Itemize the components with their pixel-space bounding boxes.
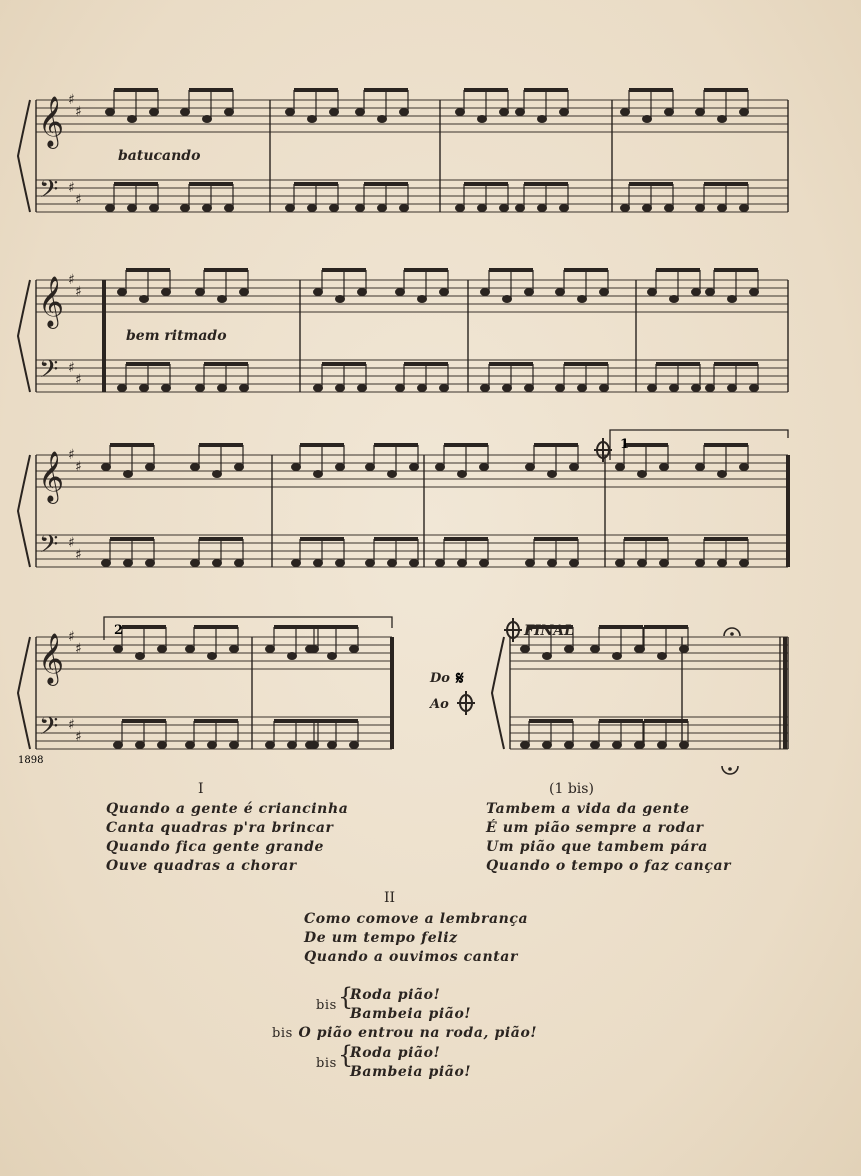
note-head bbox=[118, 385, 127, 392]
brace-icon: { bbox=[338, 983, 354, 1011]
note-head bbox=[750, 289, 759, 296]
brace-icon: { bbox=[338, 1041, 354, 1069]
note-head bbox=[665, 109, 674, 116]
note-head bbox=[740, 464, 749, 471]
treble-clef-icon: 𝄞 bbox=[38, 451, 65, 502]
note-head bbox=[718, 205, 727, 212]
note-head bbox=[328, 742, 337, 749]
system-brace bbox=[18, 637, 30, 749]
note-head bbox=[616, 464, 625, 471]
sharp-icon: ♯ bbox=[75, 641, 82, 657]
note-head bbox=[292, 560, 301, 567]
verse-line: Quando a ouvimos cantar bbox=[304, 949, 518, 965]
note-head bbox=[658, 742, 667, 749]
note-head bbox=[692, 385, 701, 392]
note-head bbox=[481, 385, 490, 392]
note-head bbox=[350, 742, 359, 749]
refrain-line: Bambeia pião! bbox=[350, 1006, 472, 1022]
refrain-line: Bambeia pião! bbox=[350, 1064, 472, 1080]
sharp-icon: ♯ bbox=[75, 284, 82, 300]
note-head bbox=[240, 289, 249, 296]
note-head bbox=[288, 742, 297, 749]
note-head bbox=[158, 742, 167, 749]
sharp-icon: ♯ bbox=[68, 535, 75, 551]
note-head bbox=[358, 289, 367, 296]
note-head bbox=[565, 742, 574, 749]
verse-line: Quando a gente é criancinha bbox=[106, 801, 349, 817]
bis-label: bis bbox=[316, 998, 337, 1013]
note-head bbox=[481, 289, 490, 296]
note-head bbox=[638, 471, 647, 478]
note-head bbox=[456, 205, 465, 212]
fermata-dot bbox=[728, 767, 732, 771]
note-head bbox=[418, 296, 427, 303]
note-head bbox=[543, 653, 552, 660]
note-head bbox=[436, 560, 445, 567]
note-head bbox=[378, 116, 387, 123]
note-head bbox=[162, 289, 171, 296]
note-head bbox=[556, 289, 565, 296]
bis-label: bis bbox=[272, 1026, 293, 1041]
verse-2 bbox=[304, 910, 528, 967]
verse-line: Quando fica gente grande bbox=[106, 839, 325, 855]
note-head bbox=[706, 289, 715, 296]
verse-line: Um pião que tambem pára bbox=[486, 839, 708, 855]
note-head bbox=[621, 205, 630, 212]
note-head bbox=[660, 560, 669, 567]
sharp-icon: ♯ bbox=[75, 459, 82, 475]
bass-clef-icon: 𝄢 bbox=[39, 530, 59, 565]
note-head bbox=[102, 464, 111, 471]
expression-batucando: batucando bbox=[118, 148, 201, 164]
note-head bbox=[740, 560, 749, 567]
note-head bbox=[208, 653, 217, 660]
note-head bbox=[718, 471, 727, 478]
refrain-group-1 bbox=[316, 983, 472, 1024]
expression-bem-ritmado: bem ritmado bbox=[126, 328, 227, 344]
note-head bbox=[728, 385, 737, 392]
staff-lines bbox=[36, 100, 788, 749]
system-brace bbox=[492, 637, 504, 749]
note-head bbox=[106, 205, 115, 212]
note-head bbox=[478, 116, 487, 123]
coda-icon bbox=[457, 691, 475, 715]
volta-2-number: 2 bbox=[114, 623, 124, 638]
verse-line: Ouve quadras a chorar bbox=[106, 858, 297, 874]
note-head bbox=[266, 646, 275, 653]
note-head bbox=[718, 560, 727, 567]
note-head bbox=[150, 205, 159, 212]
note-head bbox=[140, 296, 149, 303]
sharp-icon: ♯ bbox=[68, 447, 75, 463]
note-head bbox=[288, 653, 297, 660]
system-brace bbox=[18, 455, 30, 567]
note-head bbox=[306, 646, 315, 653]
bass-clef-icon: 𝄢 bbox=[39, 175, 59, 210]
final-label: FINAL bbox=[524, 623, 574, 639]
note-head bbox=[458, 560, 467, 567]
verse-line: De um tempo feliz bbox=[304, 930, 458, 946]
note-head bbox=[114, 742, 123, 749]
note-head bbox=[124, 560, 133, 567]
note-head bbox=[114, 646, 123, 653]
note-head bbox=[336, 385, 345, 392]
note-head bbox=[330, 109, 339, 116]
note-head bbox=[314, 560, 323, 567]
note-head bbox=[696, 464, 705, 471]
note-head bbox=[658, 653, 667, 660]
note-head bbox=[366, 560, 375, 567]
sharp-icon: ♯ bbox=[68, 717, 75, 733]
note-head bbox=[740, 109, 749, 116]
refrain-line: Roda pião! bbox=[350, 1045, 441, 1061]
note-head bbox=[728, 296, 737, 303]
note-head bbox=[613, 742, 622, 749]
note-head bbox=[124, 471, 133, 478]
note-head bbox=[565, 646, 574, 653]
note-head bbox=[613, 653, 622, 660]
note-head bbox=[591, 742, 600, 749]
note-head bbox=[336, 464, 345, 471]
clefs bbox=[38, 92, 82, 747]
sharp-icon: ♯ bbox=[68, 180, 75, 196]
note-head bbox=[230, 646, 239, 653]
note-head bbox=[578, 385, 587, 392]
note-head bbox=[191, 464, 200, 471]
note-head bbox=[525, 385, 534, 392]
sharp-icon: ♯ bbox=[68, 92, 75, 108]
note-head bbox=[500, 205, 509, 212]
verse-line: Tambem a vida da gente bbox=[486, 801, 690, 817]
volta-1-number: 1 bbox=[620, 437, 630, 452]
note-head bbox=[636, 646, 645, 653]
note-head bbox=[350, 646, 359, 653]
verse-1-heading: I bbox=[198, 781, 204, 797]
note-head bbox=[336, 560, 345, 567]
note-head bbox=[240, 385, 249, 392]
verse-line: Quando o tempo o faz cançar bbox=[486, 858, 732, 874]
note-head bbox=[538, 116, 547, 123]
note-head bbox=[680, 742, 689, 749]
note-head bbox=[336, 296, 345, 303]
note-head bbox=[203, 116, 212, 123]
verse-1bis-heading: (1 bis) bbox=[549, 781, 594, 797]
note-head bbox=[526, 464, 535, 471]
verse-line: Como comove a lembrança bbox=[304, 911, 529, 927]
note-head bbox=[638, 560, 647, 567]
verse-line: É um pião sempre a rodar bbox=[486, 820, 704, 836]
note-head bbox=[503, 296, 512, 303]
note-head bbox=[235, 464, 244, 471]
note-head bbox=[388, 560, 397, 567]
note-head bbox=[136, 742, 145, 749]
note-head bbox=[458, 471, 467, 478]
sharp-icon: ♯ bbox=[68, 272, 75, 288]
note-head bbox=[696, 109, 705, 116]
note-head bbox=[366, 464, 375, 471]
note-head bbox=[225, 109, 234, 116]
note-head bbox=[306, 742, 315, 749]
note-head bbox=[140, 385, 149, 392]
note-head bbox=[418, 385, 427, 392]
note-head bbox=[396, 289, 405, 296]
note-head bbox=[396, 385, 405, 392]
note-head bbox=[503, 385, 512, 392]
sharp-icon: ♯ bbox=[68, 360, 75, 376]
treble-clef-icon: 𝄞 bbox=[38, 96, 65, 147]
refrain-group-2 bbox=[316, 1041, 472, 1082]
note-head bbox=[591, 646, 600, 653]
note-head bbox=[648, 289, 657, 296]
note-head bbox=[286, 109, 295, 116]
note-head bbox=[548, 471, 557, 478]
segno-icon: 𝄋 bbox=[456, 668, 464, 689]
note-head bbox=[358, 385, 367, 392]
bass-clef-icon: 𝄢 bbox=[39, 355, 59, 390]
note-head bbox=[560, 109, 569, 116]
plate-number: 1898 bbox=[18, 755, 44, 766]
note-head bbox=[440, 289, 449, 296]
note-head bbox=[225, 205, 234, 212]
note-head bbox=[158, 646, 167, 653]
note-head bbox=[400, 205, 409, 212]
sharp-icon: ♯ bbox=[68, 629, 75, 645]
note-head bbox=[191, 560, 200, 567]
note-head bbox=[196, 385, 205, 392]
refrain-single bbox=[272, 1024, 537, 1043]
note-head bbox=[670, 385, 679, 392]
note-head bbox=[560, 205, 569, 212]
note-head bbox=[266, 742, 275, 749]
note-head bbox=[480, 464, 489, 471]
verse-1 bbox=[106, 800, 348, 876]
note-head bbox=[478, 205, 487, 212]
refrain-line: O pião entrou na roda, pião! bbox=[298, 1025, 538, 1041]
note-head bbox=[516, 109, 525, 116]
note-head bbox=[308, 205, 317, 212]
note-head bbox=[410, 464, 419, 471]
note-head bbox=[218, 296, 227, 303]
note-head bbox=[660, 464, 669, 471]
coda-icon bbox=[504, 618, 522, 642]
note-head bbox=[314, 289, 323, 296]
note-head bbox=[378, 205, 387, 212]
note-head bbox=[570, 464, 579, 471]
note-head bbox=[186, 742, 195, 749]
note-head bbox=[543, 742, 552, 749]
bis-label: bis bbox=[316, 1056, 337, 1071]
note-head bbox=[146, 464, 155, 471]
system-brace bbox=[18, 100, 30, 212]
note-head bbox=[286, 205, 295, 212]
note-head bbox=[181, 205, 190, 212]
note-head bbox=[218, 385, 227, 392]
al-coda-label: Ao bbox=[430, 697, 449, 712]
note-head bbox=[213, 471, 222, 478]
sharp-icon: ♯ bbox=[75, 729, 82, 745]
note-head bbox=[648, 385, 657, 392]
note-head bbox=[538, 205, 547, 212]
note-head bbox=[150, 109, 159, 116]
note-head bbox=[106, 109, 115, 116]
note-head bbox=[526, 560, 535, 567]
note-head bbox=[436, 464, 445, 471]
note-head bbox=[230, 742, 239, 749]
da-capo-label: Do bbox=[430, 671, 450, 686]
sharp-icon: ♯ bbox=[75, 372, 82, 388]
sharp-icon: ♯ bbox=[75, 104, 82, 120]
notes bbox=[102, 90, 759, 749]
note-head bbox=[410, 560, 419, 567]
fermata-dot bbox=[730, 632, 734, 636]
note-head bbox=[500, 109, 509, 116]
note-head bbox=[146, 560, 155, 567]
note-head bbox=[328, 653, 337, 660]
note-head bbox=[521, 646, 530, 653]
verse-1bis bbox=[486, 800, 731, 876]
note-head bbox=[308, 116, 317, 123]
note-head bbox=[680, 646, 689, 653]
note-head bbox=[136, 653, 145, 660]
note-head bbox=[692, 289, 701, 296]
note-head bbox=[643, 116, 652, 123]
note-head bbox=[480, 560, 489, 567]
note-head bbox=[740, 205, 749, 212]
note-head bbox=[616, 560, 625, 567]
note-head bbox=[102, 560, 111, 567]
note-head bbox=[570, 560, 579, 567]
note-head bbox=[292, 464, 301, 471]
note-head bbox=[235, 560, 244, 567]
note-head bbox=[128, 116, 137, 123]
note-head bbox=[118, 289, 127, 296]
treble-clef-icon: 𝄞 bbox=[38, 276, 65, 327]
note-head bbox=[556, 385, 565, 392]
note-head bbox=[516, 205, 525, 212]
verse-line: Canta quadras p'ra brincar bbox=[106, 820, 334, 836]
verse-2-heading: II bbox=[384, 890, 396, 906]
note-head bbox=[718, 116, 727, 123]
note-head bbox=[706, 385, 715, 392]
note-head bbox=[636, 742, 645, 749]
treble-clef-icon: 𝄞 bbox=[38, 633, 65, 684]
note-head bbox=[314, 385, 323, 392]
note-head bbox=[213, 560, 222, 567]
note-head bbox=[314, 471, 323, 478]
note-head bbox=[440, 385, 449, 392]
note-head bbox=[356, 205, 365, 212]
note-head bbox=[196, 289, 205, 296]
note-head bbox=[208, 742, 217, 749]
note-head bbox=[665, 205, 674, 212]
note-head bbox=[162, 385, 171, 392]
note-head bbox=[670, 296, 679, 303]
note-head bbox=[400, 109, 409, 116]
note-head bbox=[388, 471, 397, 478]
note-head bbox=[356, 109, 365, 116]
bass-clef-icon: 𝄢 bbox=[39, 712, 59, 747]
note-head bbox=[203, 205, 212, 212]
note-head bbox=[330, 205, 339, 212]
note-head bbox=[186, 646, 195, 653]
note-head bbox=[750, 385, 759, 392]
system-brace bbox=[18, 280, 30, 392]
coda-icon bbox=[594, 438, 612, 462]
sharp-icon: ♯ bbox=[75, 192, 82, 208]
note-head bbox=[548, 560, 557, 567]
note-head bbox=[181, 109, 190, 116]
note-head bbox=[521, 742, 530, 749]
note-head bbox=[578, 296, 587, 303]
note-head bbox=[600, 385, 609, 392]
note-head bbox=[696, 205, 705, 212]
note-head bbox=[696, 560, 705, 567]
note-head bbox=[643, 205, 652, 212]
note-head bbox=[600, 289, 609, 296]
note-head bbox=[621, 109, 630, 116]
sharp-icon: ♯ bbox=[75, 547, 82, 563]
refrain-line: Roda pião! bbox=[350, 987, 441, 1003]
note-head bbox=[456, 109, 465, 116]
note-head bbox=[128, 205, 137, 212]
note-head bbox=[525, 289, 534, 296]
